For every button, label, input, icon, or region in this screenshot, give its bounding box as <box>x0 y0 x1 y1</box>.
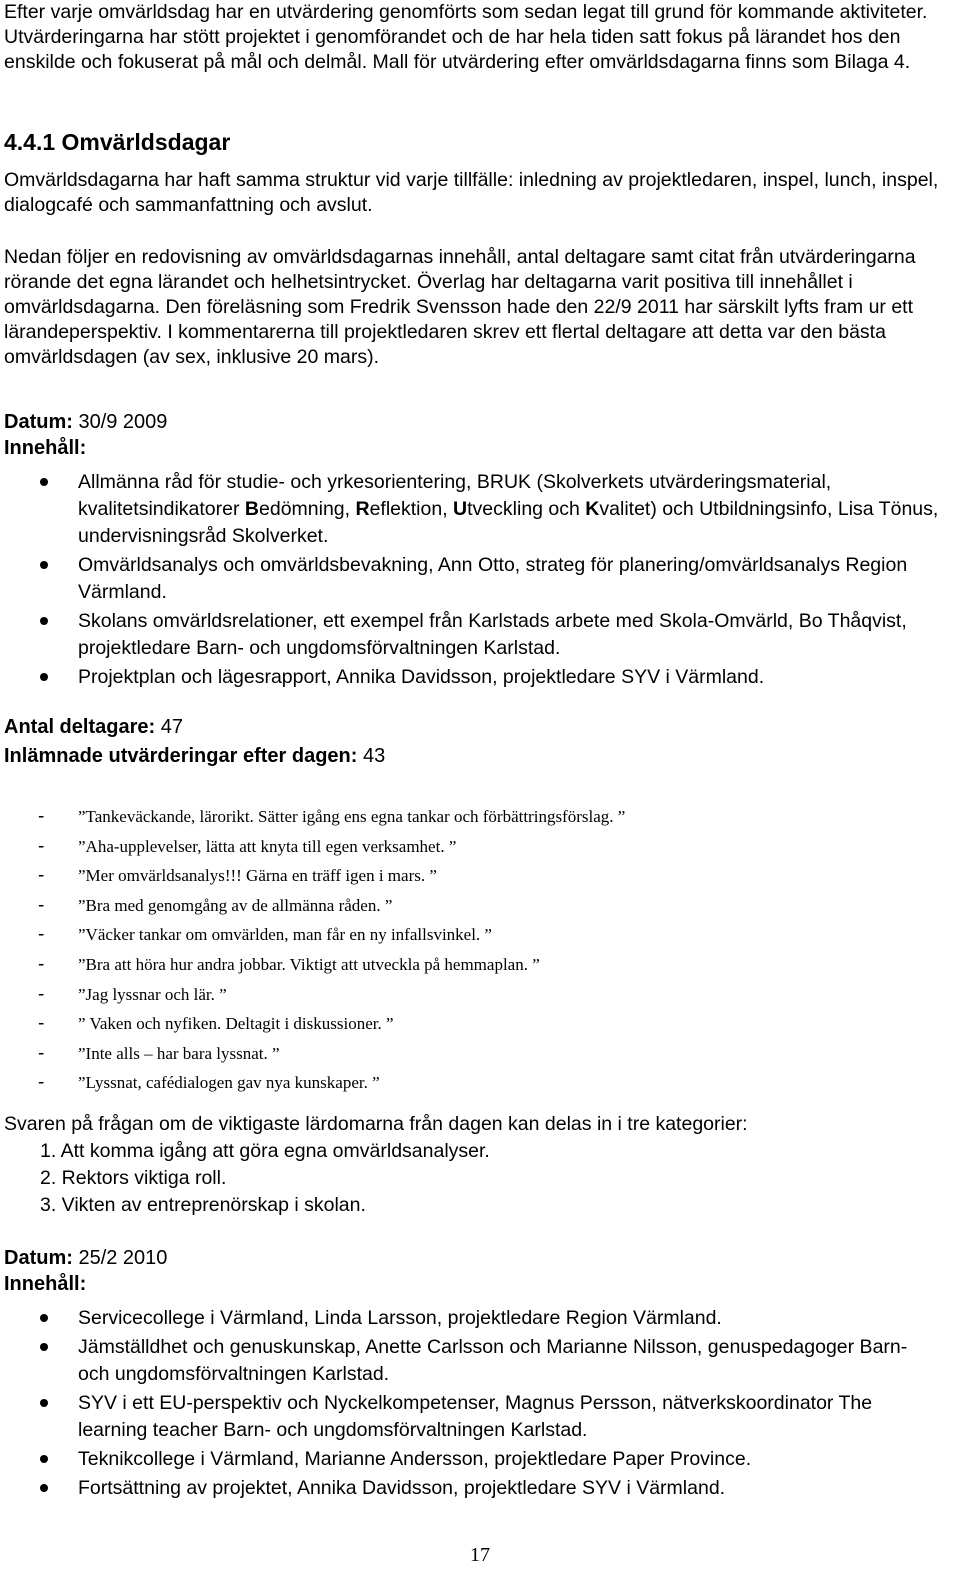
list-item: SYV i ett EU-perspektiv och Nyckelkompetenser, Magnus Persson, nätverkskoordinator The learning teacher Barn- och ungdomsförvaltningen Karlstad. <box>0 1390 940 1444</box>
list-item: Teknikcollege i Värmland, Marianne Andersson, projektledare Paper Province. <box>0 1446 940 1473</box>
section-heading: 4.4.1 Omvärldsdagar <box>4 129 231 155</box>
category-item: 3. Vikten av entreprenörskap i skolan. <box>40 1194 366 1216</box>
day1-content-label: Innehåll: <box>4 437 87 459</box>
bullet-icon <box>40 561 48 569</box>
category-item: 2. Rektors viktiga roll. <box>40 1167 227 1189</box>
list-item: Servicecollege i Värmland, Linda Larsson, projektledare Region Värmland. <box>0 1305 940 1332</box>
categories-list <box>0 1138 490 1219</box>
date-value: 25/2 2010 <box>72 1247 168 1269</box>
evaluations-line: Inlämnade utvärderingar efter dagen: 43 <box>4 745 386 767</box>
quote-item: - ”Aha-upplevelser, lätta att knyta till egen verksamhet. ” <box>38 835 457 857</box>
section-paragraph-overview: Nedan följer en redovisning av omvärldsdagarnas innehåll, antal deltagare samt citat från utvärderingarna rörande det egna lärandet och helhetsintrycket. Överlag har deltagarna varit positiva till innehållet i omvärldsdagarna. Den föreläsning som Fredrik Svensson hade den 22/9 2011 har särskilt lyfts fram ur ett lärandeperspektiv. I kommentarerna till projektledaren skrev ett flertal deltagare att detta var den bästa omvärldsdagen (av sex, inklusive 20 mars). <box>4 246 916 368</box>
day1-stats <box>4 713 385 771</box>
bullet-icon <box>40 673 48 681</box>
bullet-icon <box>40 478 48 486</box>
day2-content-list <box>0 1305 940 1504</box>
bullet-icon <box>40 1455 48 1463</box>
quote-item: - ”Mer omvärldsanalys!!! Gärna en träff igen i mars. ” <box>38 865 437 887</box>
page-number: 17 <box>470 1544 490 1566</box>
quote-item: - ”Inte alls – har bara lyssnat. ” <box>38 1042 280 1064</box>
intro-paragraph: Efter varje omvärldsdag har en utvärdering genomförts som sedan legat till grund för kommande aktiviteter. Utvärderingarna har stött projektet i genomförandet och de har hela tiden satt fokus på lärandet hos den enskilde och fokuserat på mål och delmål. Mall för utvärdering efter omvärldsdagarna finns som Bilaga 4. <box>4 1 928 73</box>
day1-content-list <box>0 469 940 693</box>
list-item: Skolans omvärldsrelationer, ett exempel från Karlstads arbete med Skola-Omvärld, Bo Thåqvist, projektledare Barn- och ungdomsförvaltningen Karlstad. <box>0 608 940 662</box>
date-label: Datum: <box>4 411 73 433</box>
quote-item: - ” Vaken och nyfiken. Deltagit i diskussioner. ” <box>38 1013 394 1035</box>
list-item: Projektplan och lägesrapport, Annika Davidsson, projektledare SYV i Värmland. <box>0 664 940 691</box>
bullet-icon <box>40 617 48 625</box>
day1-header <box>4 409 167 461</box>
quote-item: - ”Lyssnat, cafédialogen gav nya kunskaper. ” <box>38 1072 380 1094</box>
bullet-icon <box>40 1343 48 1351</box>
day1-date-line <box>4 409 167 435</box>
bullet-icon <box>40 1399 48 1407</box>
date-label: Datum: <box>4 1247 73 1269</box>
day2-date-line <box>4 1245 167 1271</box>
list-item: Allmänna råd för studie- och yrkesorientering, BRUK (Skolverkets utvärderingsmaterial, kvalitetsindikatorer Bedömning, Reflektion, Utveckling och Kvalitet) och Utbildningsinfo, Lisa Tönus, undervisningsråd Skolverket. <box>0 469 940 550</box>
quote-item: - ”Väcker tankar om omvärlden, man får en ny infallsvinkel. ” <box>38 924 492 946</box>
bullet-icon <box>40 1484 48 1492</box>
quote-item: - ”Bra med genomgång av de allmänna råden. ” <box>38 894 393 916</box>
section-paragraph-structure: Omvärldsdagarna har haft samma struktur vid varje tillfälle: inledning av projektledaren, inspel, lunch, inspel, dialogcafé och sammanfattning och avslut. <box>4 169 939 216</box>
bullet-icon <box>40 1314 48 1322</box>
categories-intro: Svaren på frågan om de viktigaste lärdomarna från dagen kan delas in i tre kategorier: <box>4 1113 748 1135</box>
quote-item: - ”Jag lyssnar och lär. ” <box>38 983 227 1005</box>
day2-content-label: Innehåll: <box>4 1273 87 1295</box>
participants-line: Antal deltagare: 47 <box>4 716 183 738</box>
date-value: 30/9 2009 <box>72 411 168 433</box>
list-item: Omvärldsanalys och omvärldsbevakning, Ann Otto, strateg för planering/omvärldsanalys Region Värmland. <box>0 552 940 606</box>
day2-header <box>4 1245 167 1297</box>
evaluation-quotes <box>0 802 900 1098</box>
quote-item: - ”Bra att höra hur andra jobbar. Viktigt att utveckla på hemmaplan. ” <box>38 953 540 975</box>
quote-item: - ”Tankeväckande, lärorikt. Sätter igång ens egna tankar och förbättringsförslag. ” <box>38 806 626 827</box>
category-item: 1. Att komma igång att göra egna omvärldsanalyser. <box>40 1140 490 1162</box>
list-item: Fortsättning av projektet, Annika Davidsson, projektledare SYV i Värmland. <box>0 1475 940 1502</box>
list-item: Jämställdhet och genuskunskap, Anette Carlsson och Marianne Nilsson, genuspedagoger Barn- och ungdomsförvaltningen Karlstad. <box>0 1334 940 1388</box>
